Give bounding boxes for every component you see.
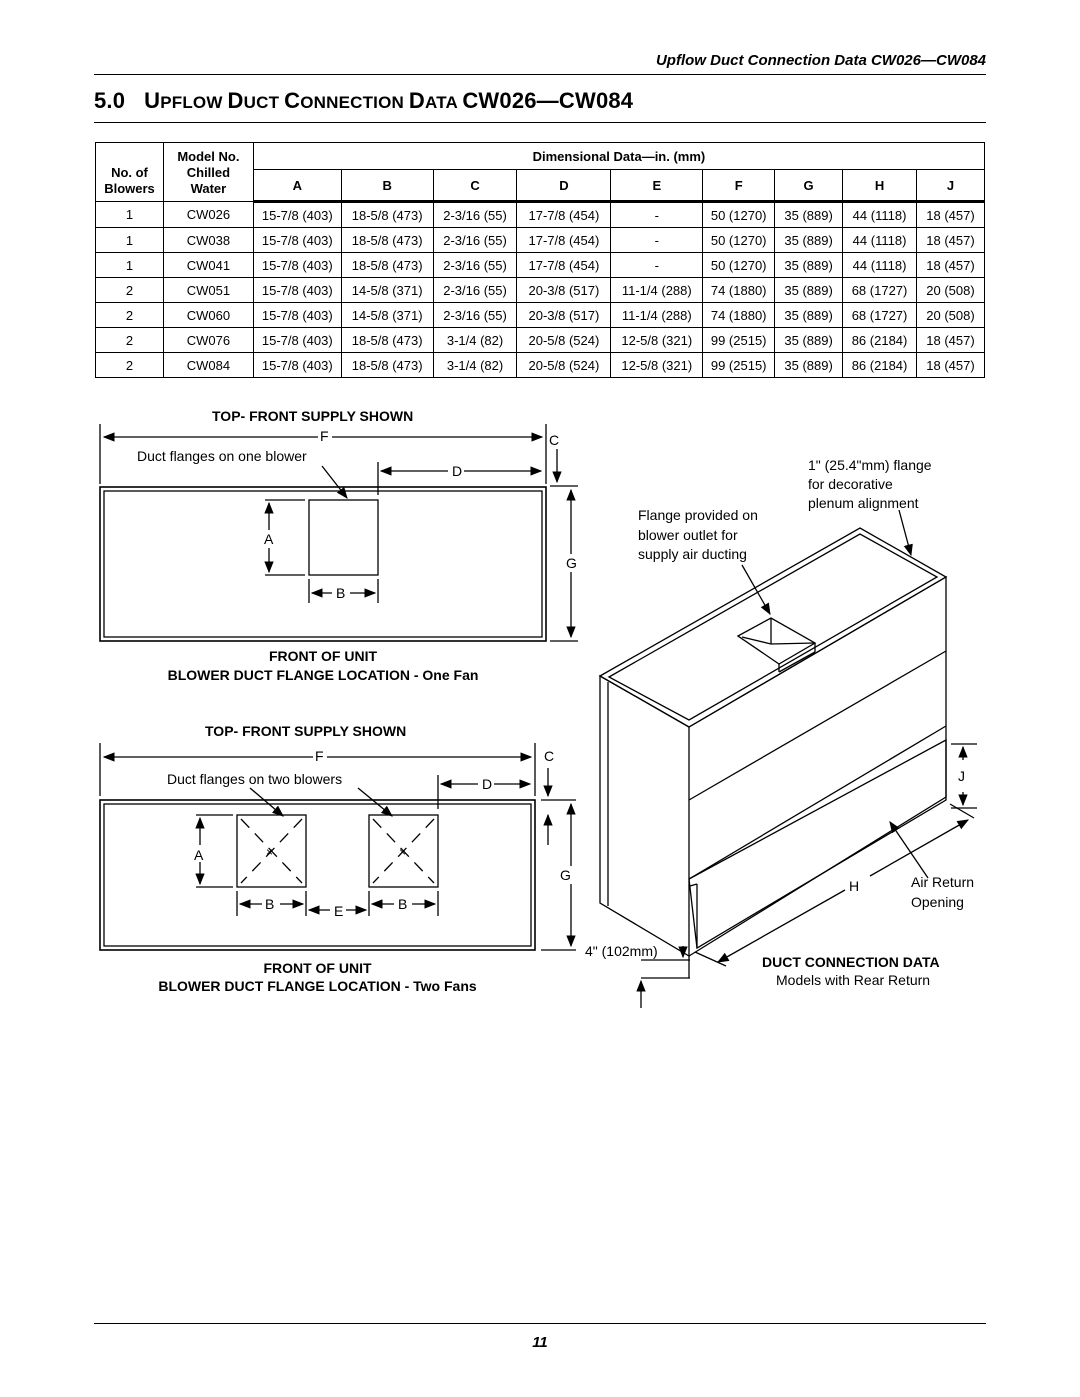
cell-g: 35 (889) (775, 253, 843, 278)
cell-a: 15-7/8 (403) (253, 278, 341, 303)
section-number: 5.0 (94, 88, 126, 113)
iso-air-return: Air Return Opening (911, 874, 975, 910)
cell-d: 20-5/8 (524) (517, 353, 611, 378)
iso-dim-j: J (958, 768, 965, 784)
dim-col-h: H (843, 170, 917, 202)
cell-b: 14-5/8 (371) (341, 278, 433, 303)
cell-e: - (611, 228, 703, 253)
running-header: Upflow Duct Connection Data CW026—CW084 (655, 52, 986, 69)
cell-d: 20-3/8 (517) (517, 303, 611, 328)
iso-bottom-dim: 4" (102mm) (585, 943, 658, 959)
cell-g: 35 (889) (775, 202, 843, 228)
cell-h: 44 (1118) (843, 202, 917, 228)
cell-e: 12-5/8 (321) (611, 353, 703, 378)
cell-j: 18 (457) (917, 353, 985, 378)
cell-b: 18-5/8 (473) (341, 253, 433, 278)
cell-e: 12-5/8 (321) (611, 328, 703, 353)
cell-f: 50 (1270) (703, 228, 775, 253)
dim-col-b: B (341, 170, 433, 202)
one-fan-front: FRONT OF UNIT (268, 648, 378, 664)
two-fans-dim-d: D (482, 776, 493, 792)
col-model: Model No. Chilled Water (163, 143, 253, 202)
two-fans-front: FRONT OF UNIT (263, 960, 372, 976)
dim-col-g: G (775, 170, 843, 202)
cell-e: 11-1/4 (288) (611, 303, 703, 328)
cell-model: CW038 (163, 228, 253, 253)
cell-f: 74 (1880) (703, 303, 775, 328)
two-fans-dim-e: E (334, 903, 344, 919)
cell-model: CW084 (163, 353, 253, 378)
one-fan-caption: BLOWER DUCT FLANGE LOCATION - One Fan (167, 667, 479, 683)
cell-c: 3-1/4 (82) (433, 328, 517, 353)
cell-c: 2-3/16 (55) (433, 303, 517, 328)
cell-h: 86 (2184) (843, 328, 917, 353)
dimensional-header: Dimensional Data—in. (mm) (253, 143, 984, 170)
cell-f: 99 (2515) (703, 353, 775, 378)
one-fan-dim-b: B (336, 585, 346, 601)
cell-g: 35 (889) (775, 328, 843, 353)
cell-b: 14-5/8 (371) (341, 303, 433, 328)
cell-f: 74 (1880) (703, 278, 775, 303)
cell-f: 99 (2515) (703, 328, 775, 353)
cell-b: 18-5/8 (473) (341, 228, 433, 253)
cell-c: 2-3/16 (55) (433, 278, 517, 303)
cell-model: CW041 (163, 253, 253, 278)
two-fans-dim-b2: B (398, 896, 408, 912)
cell-j: 20 (508) (917, 278, 985, 303)
page-number: 11 (532, 1334, 548, 1351)
cell-g: 35 (889) (775, 303, 843, 328)
cell-d: 17-7/8 (454) (517, 253, 611, 278)
cell-model: CW051 (163, 278, 253, 303)
cell-e: - (611, 253, 703, 278)
cell-h: 68 (1727) (843, 278, 917, 303)
cell-a: 15-7/8 (403) (253, 353, 341, 378)
cell-b: 18-5/8 (473) (341, 353, 433, 378)
cell-h: 44 (1118) (843, 253, 917, 278)
iso-dim-h: H (849, 878, 860, 894)
cell-j: 18 (457) (917, 253, 985, 278)
cell-h: 86 (2184) (843, 353, 917, 378)
cell-blowers: 2 (96, 278, 164, 303)
two-fans-dim-a: A (194, 847, 204, 863)
one-fan-dim-f: F (320, 428, 329, 444)
cell-e: 11-1/4 (288) (611, 278, 703, 303)
one-fan-flange (309, 500, 378, 575)
two-fans-dim-c: C (544, 748, 555, 764)
iso-flange-note: 1" (25.4"mm) flange for decorative plenum alignment (808, 457, 932, 511)
isometric-cabinet (600, 510, 977, 1008)
cell-g: 35 (889) (775, 278, 843, 303)
cell-blowers: 2 (96, 353, 164, 378)
two-fans-note: Duct flanges on two blowers (167, 771, 343, 787)
cell-blowers: 1 (96, 228, 164, 253)
cell-d: 20-3/8 (517) (517, 278, 611, 303)
cell-blowers: 2 (96, 328, 164, 353)
dim-col-d: D (517, 170, 611, 202)
cell-j: 18 (457) (917, 228, 985, 253)
dim-col-e: E (611, 170, 703, 202)
dim-col-f: F (703, 170, 775, 202)
two-fans-dim-g: G (560, 867, 571, 883)
col-no-blowers: No. of Blowers (96, 143, 164, 202)
iso-subtitle: Models with Rear Return (776, 972, 931, 988)
cell-blowers: 1 (96, 253, 164, 278)
cell-a: 15-7/8 (403) (253, 202, 341, 228)
cell-c: 2-3/16 (55) (433, 202, 517, 228)
cell-a: 15-7/8 (403) (253, 328, 341, 353)
cell-c: 2-3/16 (55) (433, 228, 517, 253)
cell-model: CW026 (163, 202, 253, 228)
cell-g: 35 (889) (775, 353, 843, 378)
one-fan-heading: TOP- FRONT SUPPLY SHOWN (212, 408, 414, 424)
footer-rule (94, 1323, 986, 1324)
cell-f: 50 (1270) (703, 253, 775, 278)
title-word-4: DATA (408, 88, 463, 113)
cell-a: 15-7/8 (403) (253, 303, 341, 328)
one-fan-dim-d: D (452, 463, 463, 479)
cell-model: CW060 (163, 303, 253, 328)
two-fans-caption: BLOWER DUCT FLANGE LOCATION - Two Fans (158, 978, 477, 994)
cell-a: 15-7/8 (403) (253, 228, 341, 253)
two-fans-dim-b1: B (265, 896, 275, 912)
title-word-2: DUCT (227, 88, 285, 113)
cell-b: 18-5/8 (473) (341, 328, 433, 353)
iso-title: DUCT CONNECTION DATA (762, 954, 940, 970)
dim-col-c: C (433, 170, 517, 202)
cell-h: 44 (1118) (843, 228, 917, 253)
cell-g: 35 (889) (775, 228, 843, 253)
title-word-1: UPFLOW (144, 88, 228, 113)
cell-j: 18 (457) (917, 202, 985, 228)
cell-d: 20-5/8 (524) (517, 328, 611, 353)
cell-e: - (611, 202, 703, 228)
cell-d: 17-7/8 (454) (517, 202, 611, 228)
two-fans-center-mark-right: × (399, 845, 407, 859)
cell-c: 3-1/4 (82) (433, 353, 517, 378)
cell-f: 50 (1270) (703, 202, 775, 228)
one-fan-dim-a: A (264, 531, 274, 547)
iso-outlet-note: Flange provided on blower outlet for supply air ducting (638, 507, 758, 562)
two-fans-center-mark-left: × (266, 845, 274, 859)
cell-model: CW076 (163, 328, 253, 353)
cell-j: 18 (457) (917, 328, 985, 353)
cell-j: 20 (508) (917, 303, 985, 328)
one-fan-dim-c: C (549, 432, 560, 448)
dim-col-j: J (917, 170, 985, 202)
two-fans-dim-f: F (315, 748, 324, 764)
one-fan-dim-g: G (566, 555, 577, 571)
title-word-3: CONNECTION (284, 88, 409, 113)
two-fans-heading: TOP- FRONT SUPPLY SHOWN (205, 723, 407, 739)
cell-a: 15-7/8 (403) (253, 253, 341, 278)
cell-d: 17-7/8 (454) (517, 228, 611, 253)
cell-blowers: 1 (96, 202, 164, 228)
dim-col-a: A (253, 170, 341, 202)
cell-h: 68 (1727) (843, 303, 917, 328)
cell-c: 2-3/16 (55) (433, 253, 517, 278)
cell-b: 18-5/8 (473) (341, 202, 433, 228)
one-fan-note: Duct flanges on one blower (137, 448, 307, 464)
cell-blowers: 2 (96, 303, 164, 328)
title-models: CW026—CW084 (462, 88, 634, 113)
